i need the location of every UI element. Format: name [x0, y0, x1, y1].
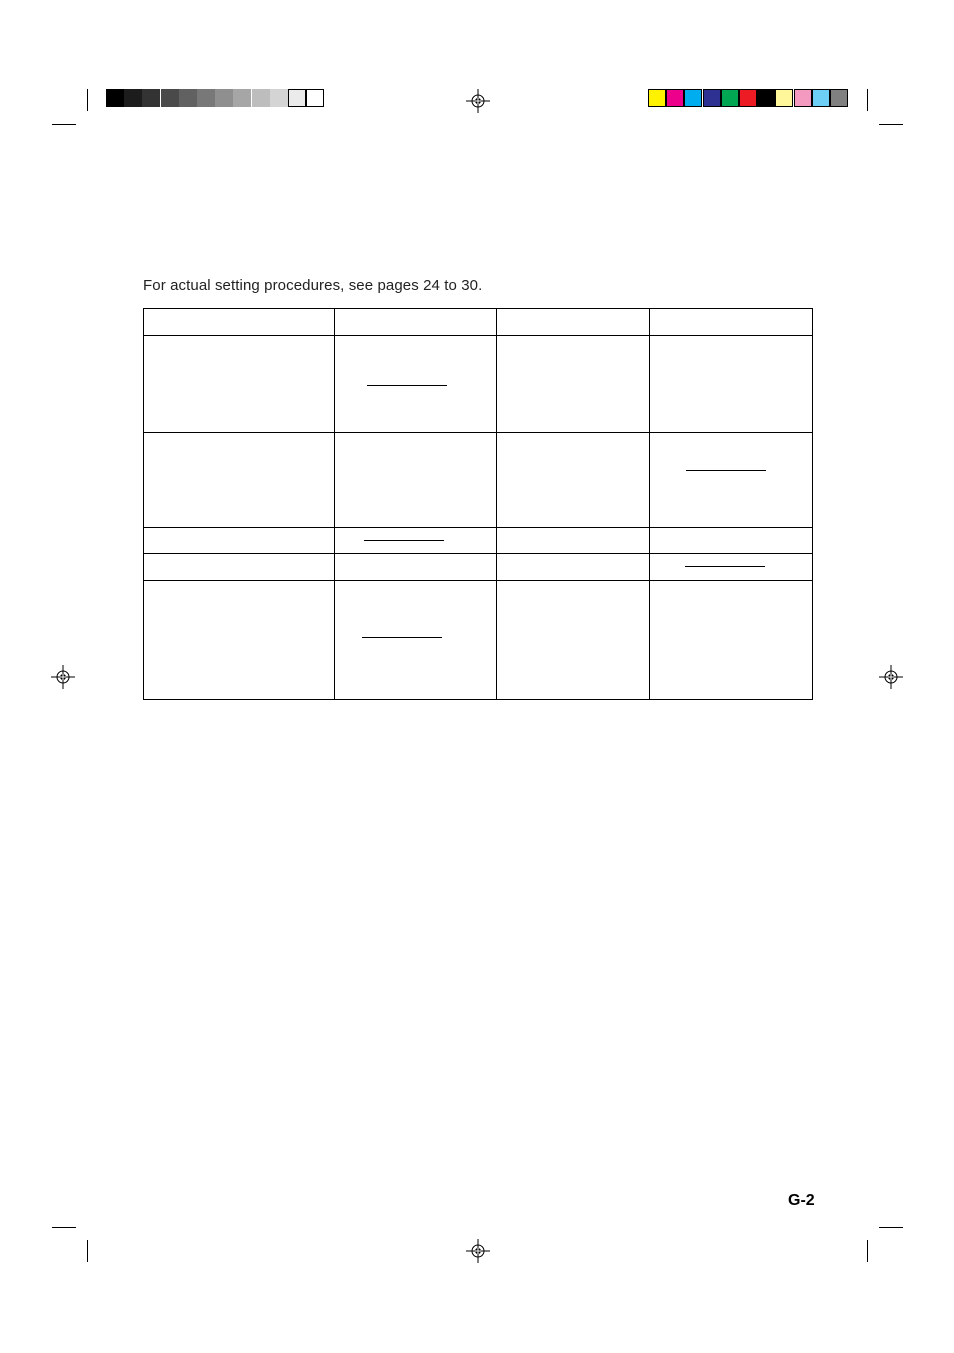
crop-mark — [867, 1240, 868, 1262]
color-swatch — [666, 89, 684, 107]
gray-swatch — [124, 89, 142, 107]
gray-swatch — [179, 89, 197, 107]
registration-mark-icon — [51, 665, 75, 689]
default-underline — [686, 470, 766, 471]
gray-swatch — [233, 89, 251, 107]
color-swatch — [830, 89, 848, 107]
gray-swatch — [161, 89, 179, 107]
gray-swatch — [142, 89, 160, 107]
table-row-divider — [144, 527, 812, 528]
color-swatch — [812, 89, 830, 107]
table-column-divider — [496, 309, 497, 699]
table-row-divider — [144, 335, 812, 336]
color-swatch — [757, 89, 775, 107]
registration-mark-icon — [466, 1239, 490, 1263]
crop-mark — [879, 124, 903, 125]
crop-mark — [52, 124, 76, 125]
color-swatch — [739, 89, 757, 107]
color-swatch — [703, 89, 721, 107]
gray-swatch — [288, 89, 306, 107]
registration-mark-icon — [879, 665, 903, 689]
gray-swatch — [197, 89, 215, 107]
color-swatch — [648, 89, 666, 107]
settings-table — [143, 308, 813, 700]
table-column-divider — [649, 309, 650, 699]
registration-mark-icon — [466, 89, 490, 113]
gray-swatch — [252, 89, 270, 107]
color-swatch — [684, 89, 702, 107]
gray-swatch — [106, 89, 124, 107]
color-swatch — [721, 89, 739, 107]
crop-mark — [879, 1227, 903, 1228]
table-row-divider — [144, 432, 812, 433]
crop-mark — [52, 1227, 76, 1228]
table-row-divider — [144, 553, 812, 554]
default-underline — [685, 566, 765, 567]
gray-swatch — [215, 89, 233, 107]
default-underline — [362, 637, 442, 638]
color-swatch — [794, 89, 812, 107]
default-underline — [364, 540, 444, 541]
crop-mark — [87, 1240, 88, 1262]
color-swatch — [775, 89, 793, 107]
page-number: G-2 — [788, 1192, 815, 1209]
table-column-divider — [334, 309, 335, 699]
gray-swatch — [270, 89, 288, 107]
crop-mark — [87, 89, 88, 111]
intro-text: For actual setting procedures, see pages 24 to 30. — [143, 277, 483, 294]
default-underline — [367, 385, 447, 386]
crop-mark — [867, 89, 868, 111]
gray-swatch — [306, 89, 324, 107]
table-row-divider — [144, 580, 812, 581]
